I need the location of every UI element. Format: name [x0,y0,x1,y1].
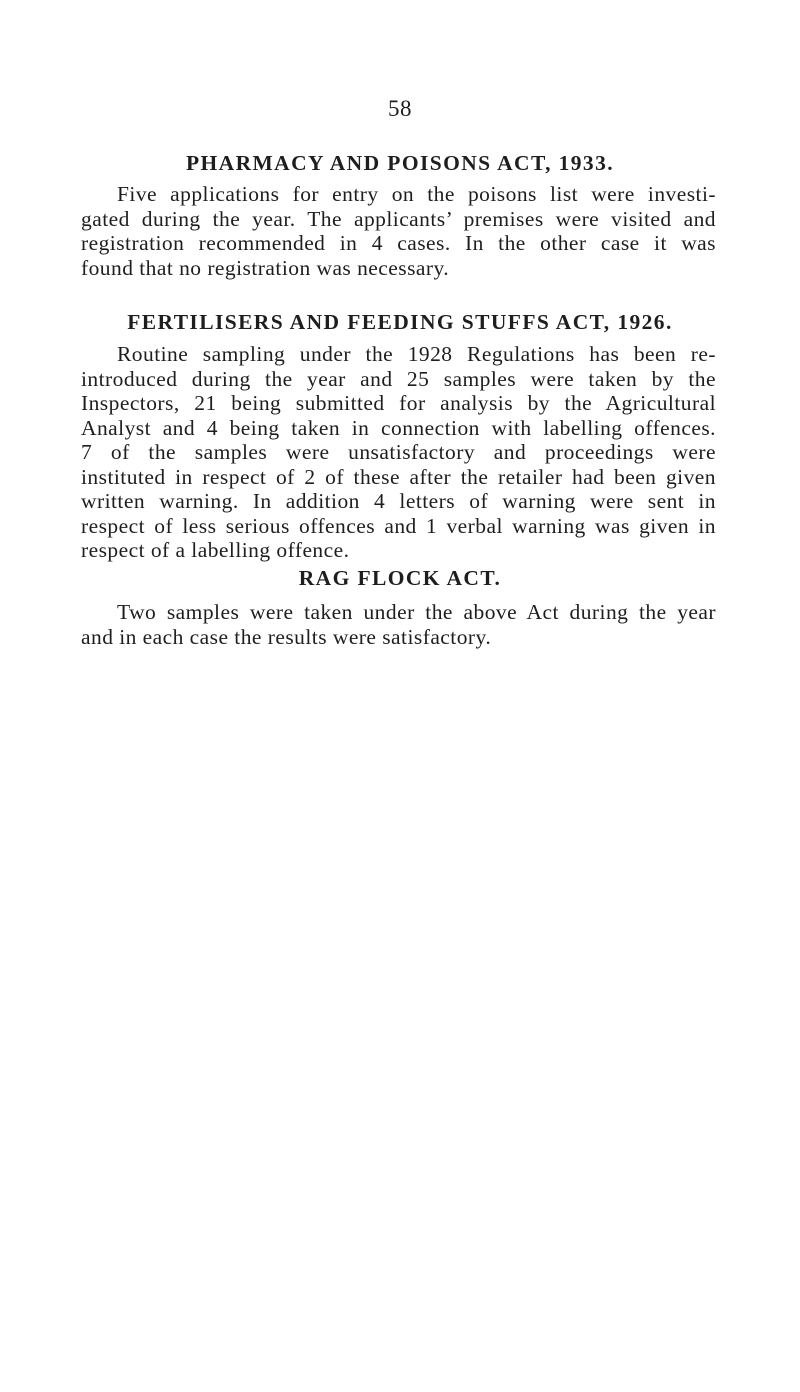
body-line: instituted in respect of 2 of these after the retailer had been given [81,464,716,489]
body-line: 7 of the samples were unsatisfactory and proceedings were [81,440,716,464]
body-line: respect of less serious offences and 1 verbal warning was given in [81,513,716,538]
section-heading-pharmacy: PHARMACY AND POISONS ACT, 1933. [185,151,615,175]
section-heading-rag-flock: RAG FLOCK ACT. [298,566,502,590]
section-heading-fertilisers: FERTILISERS AND FEEDING STUFFS ACT, 1926. [127,310,673,334]
body-line: Inspectors, 21 being submitted for analysis by the Agricultural [81,391,716,415]
body-line: Routine sampling under the 1928 Regulations has been re- [117,342,716,366]
body-line: Analyst and 4 being taken in connection with labelling offences. [81,415,716,440]
body-line: Five applications for entry on the poisons list were investi- [117,182,716,206]
body-line: gated during the year. The applicants’ premises were visited and [81,206,716,231]
body-line: registration recommended in 4 cases. In the other case it was [81,231,716,255]
body-line: respect of a labelling offence. [81,538,350,562]
body-line: introduced during the year and 25 samples were taken by the [81,366,716,391]
page-number: 58 [388,96,412,121]
section-body-pharmacy [81,182,716,280]
body-line: written warning. In addition 4 letters of warning were sent in [81,489,716,513]
body-line: found that no registration was necessary. [81,255,450,280]
section-body-fertilisers [81,342,716,563]
body-line: and in each case the results were satisfactory. [81,624,492,649]
section-body-rag-flock [81,600,716,649]
body-line: Two samples were taken under the above Act during the year [117,600,716,624]
